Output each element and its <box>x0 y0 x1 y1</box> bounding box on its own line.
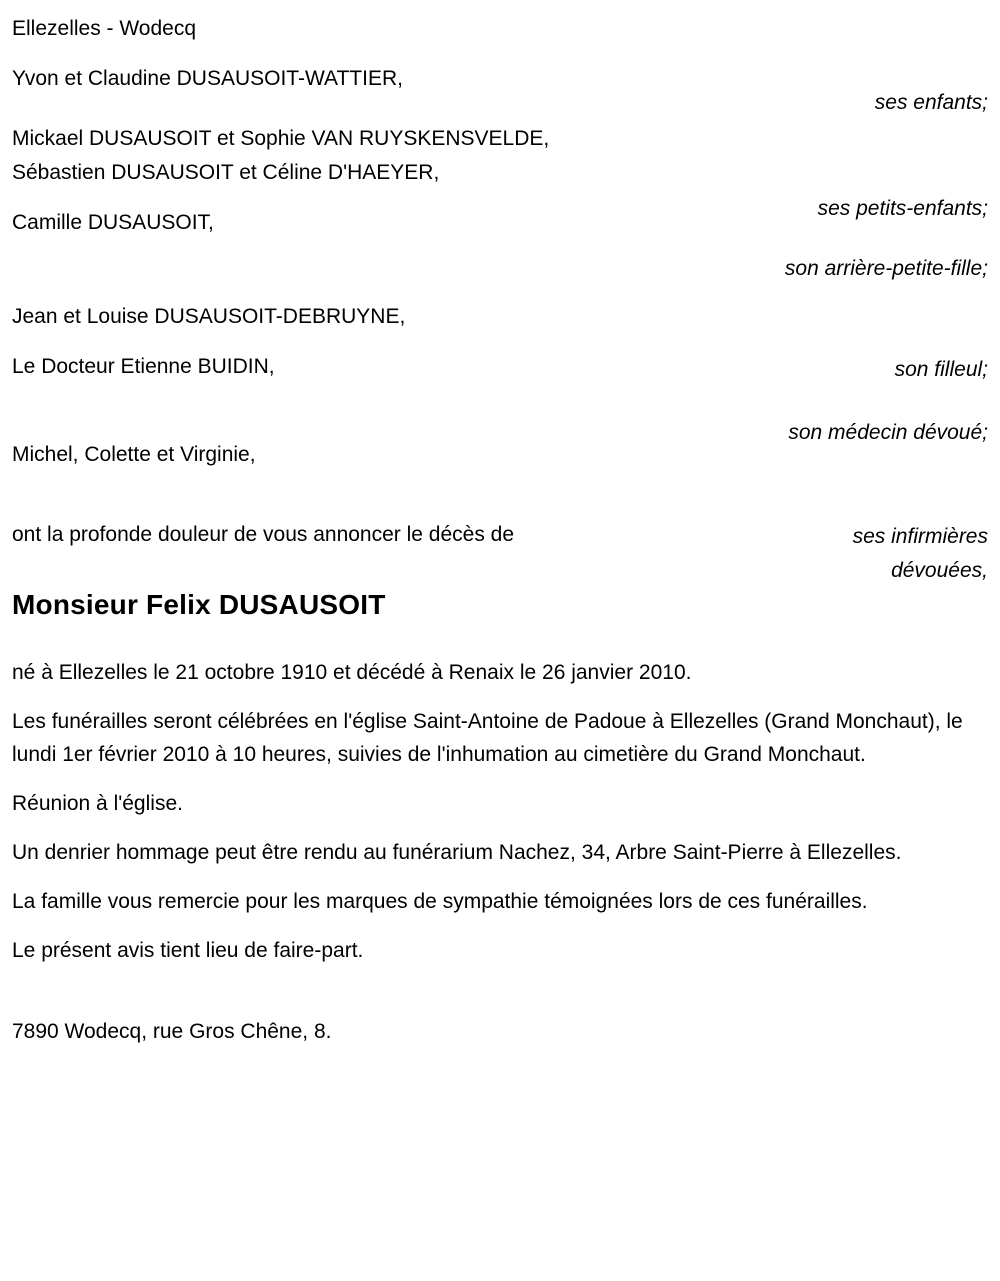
locality-line: Ellezelles - Wodecq <box>12 17 197 40</box>
spacer <box>12 334 732 350</box>
relation-label-nurses: ses infirmières dévouées, <box>852 525 988 582</box>
family-name-nurses-1: Michel, Colette et Virginie, <box>12 443 256 466</box>
funeral-home-paragraph: Un denrier hommage peut être rendu au funérarium Nachez, 34, Arbre Saint-Pierre à Ellezelles. <box>12 841 902 864</box>
thanks-paragraph: La famille vous remercie pour les marques de sympathie témoignées lors de ces funérailles. <box>12 890 868 913</box>
relation-label-grandchildren: ses petits-enfants; <box>817 197 988 220</box>
spacer <box>12 96 732 122</box>
spacer <box>12 869 988 885</box>
family-name-children-1: Yvon et Claudine DUSAUSOIT-WATTIER, <box>12 67 403 90</box>
family-name-grandchildren-1: Mickael DUSAUSOIT et Sophie VAN RUYSKENSVELDE, <box>12 127 550 150</box>
announcement-line: ont la profonde douleur de vous annoncer le décès de <box>12 523 515 546</box>
spacer <box>12 472 732 518</box>
life-dates-line: né à Ellezelles le 21 octobre 1910 et décédé à Renaix le 26 janvier 2010. <box>12 661 692 684</box>
family-announcement-section <box>12 12 988 582</box>
spacer <box>12 46 732 62</box>
spacer <box>12 967 988 1015</box>
family-name-doctor-1: Le Docteur Etienne BUIDIN, <box>12 355 275 378</box>
gathering-paragraph: Réunion à l'église. <box>12 792 183 815</box>
deceased-name-heading: Monsieur Felix DUSAUSOIT <box>12 589 386 620</box>
family-names-column <box>12 12 732 552</box>
spacer <box>12 820 988 836</box>
funeral-details-paragraph: Les funérailles seront célébrées en l'église Saint-Antoine de Padoue à Ellezelles (Grand Monchaut), le lundi 1er février 2010 à 10 heures, suivies de l'inhumation au cimetière du Grand Monchaut. <box>12 710 963 766</box>
spacer <box>12 918 988 934</box>
family-name-grandchildren-2: Sébastien DUSAUSOIT et Céline D'HAEYER, <box>12 161 440 184</box>
relation-label-godson: son filleul; <box>894 358 988 381</box>
notice-statement-paragraph: Le présent avis tient lieu de faire-part. <box>12 939 364 962</box>
family-name-godson-1: Jean et Louise DUSAUSOIT-DEBRUYNE, <box>12 305 406 328</box>
relation-label-great-granddaughter: son arrière-petite-fille; <box>784 257 988 280</box>
relation-label-doctor: son médecin dévoué; <box>788 421 988 444</box>
spacer <box>12 622 988 656</box>
spacer <box>12 771 988 787</box>
spacer <box>12 190 732 206</box>
spacer <box>12 240 732 300</box>
family-name-great-granddaughter-1: Camille DUSAUSOIT, <box>12 211 214 234</box>
spacer <box>12 384 732 438</box>
relation-label-children: ses enfants; <box>874 91 988 114</box>
address-line: 7890 Wodecq, rue Gros Chêne, 8. <box>12 1020 332 1043</box>
spacer <box>12 689 988 705</box>
